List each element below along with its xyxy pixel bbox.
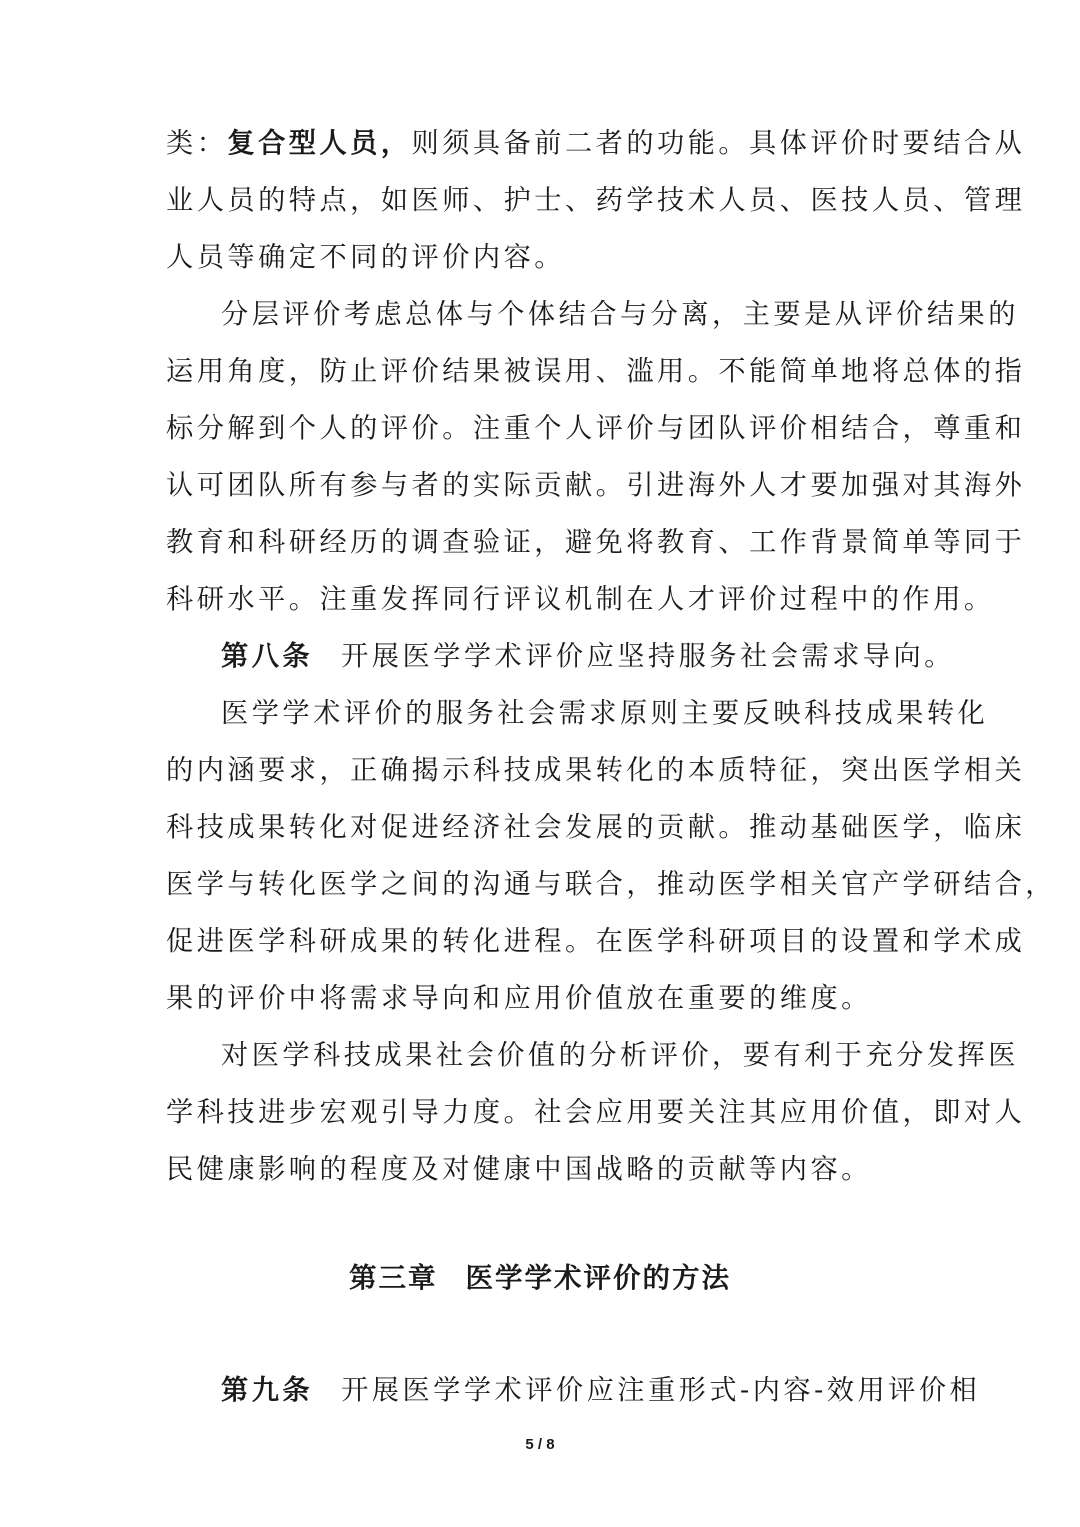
text-line: 运用角度，防止评价结果被误用、滥用。不能简单地将总体的指 xyxy=(166,356,1026,387)
text-line: 人员等确定不同的评价内容。 xyxy=(166,242,565,273)
text-line xyxy=(166,628,955,685)
line-prefix: 类： xyxy=(166,128,228,159)
text-line: 教育和科研经历的调查验证，避免将教育、工作背景简单等同于 xyxy=(166,527,1026,558)
text-line: 果的评价中将需求导向和应用价值放在重要的维度。 xyxy=(166,983,872,1014)
article-text: 开展医学学术评价应注重形式-内容-效用评价相 xyxy=(341,1375,981,1406)
text-line: 科研水平。注重发挥同行评议机制在人才评价过程中的作用。 xyxy=(166,584,995,615)
article-9 xyxy=(166,1362,981,1419)
chapter-title xyxy=(0,1250,1080,1307)
bold-term: 复合型人员， xyxy=(227,128,412,159)
paragraph-continuation xyxy=(166,115,1026,286)
text-line: 医学学术评价的服务社会需求原则主要反映科技成果转化 xyxy=(221,698,989,729)
chapter-number: 第三章 xyxy=(349,1262,438,1294)
article-heading: 第九条 xyxy=(221,1375,314,1406)
text-line: 标分解到个人的评价。注重个人评价与团队评价相结合，尊重和 xyxy=(166,413,1026,444)
text-line: 分层评价考虑总体与个体结合与分离，主要是从评价结果的 xyxy=(221,299,1019,330)
chapter-name: 医学学术评价的方法 xyxy=(465,1262,731,1294)
text-line xyxy=(166,115,1026,172)
line-rest: 则须具备前二者的功能。具体评价时要结合从 xyxy=(411,128,1026,159)
article-8 xyxy=(166,628,955,685)
article-heading: 第八条 xyxy=(221,641,314,672)
article-text: 开展医学学术评价应坚持服务社会需求导向。 xyxy=(341,641,955,672)
text-line: 促进医学科研成果的转化进程。在医学科研项目的设置和学术成 xyxy=(166,926,1026,957)
text-line: 的内涵要求，正确揭示科技成果转化的本质特征，突出医学相关 xyxy=(166,755,1026,786)
paragraph-layered-evaluation xyxy=(166,286,1026,628)
text-line: 民健康影响的程度及对健康中国战略的贡献等内容。 xyxy=(166,1154,872,1185)
paragraph-social-demand xyxy=(166,685,1056,1027)
text-line: 业人员的特点，如医师、护士、药学技术人员、医技人员、管理 xyxy=(166,185,1026,216)
text-line xyxy=(166,1362,981,1419)
text-line: 医学与转化医学之间的沟通与联合，推动医学相关官产学研结合， xyxy=(166,869,1056,900)
paragraph-social-value xyxy=(166,1027,1026,1198)
page-number: 5 / 8 xyxy=(525,1436,555,1453)
text-line: 科技成果转化对促进经济社会发展的贡献。推动基础医学，临床 xyxy=(166,812,1026,843)
text-line: 对医学科技成果社会价值的分析评价，要有利于充分发挥医 xyxy=(221,1040,1019,1071)
text-line: 学科技进步宏观引导力度。社会应用要关注其应用价值，即对人 xyxy=(166,1097,1026,1128)
text-line: 认可团队所有参与者的实际贡献。引进海外人才要加强对其海外 xyxy=(166,470,1026,501)
